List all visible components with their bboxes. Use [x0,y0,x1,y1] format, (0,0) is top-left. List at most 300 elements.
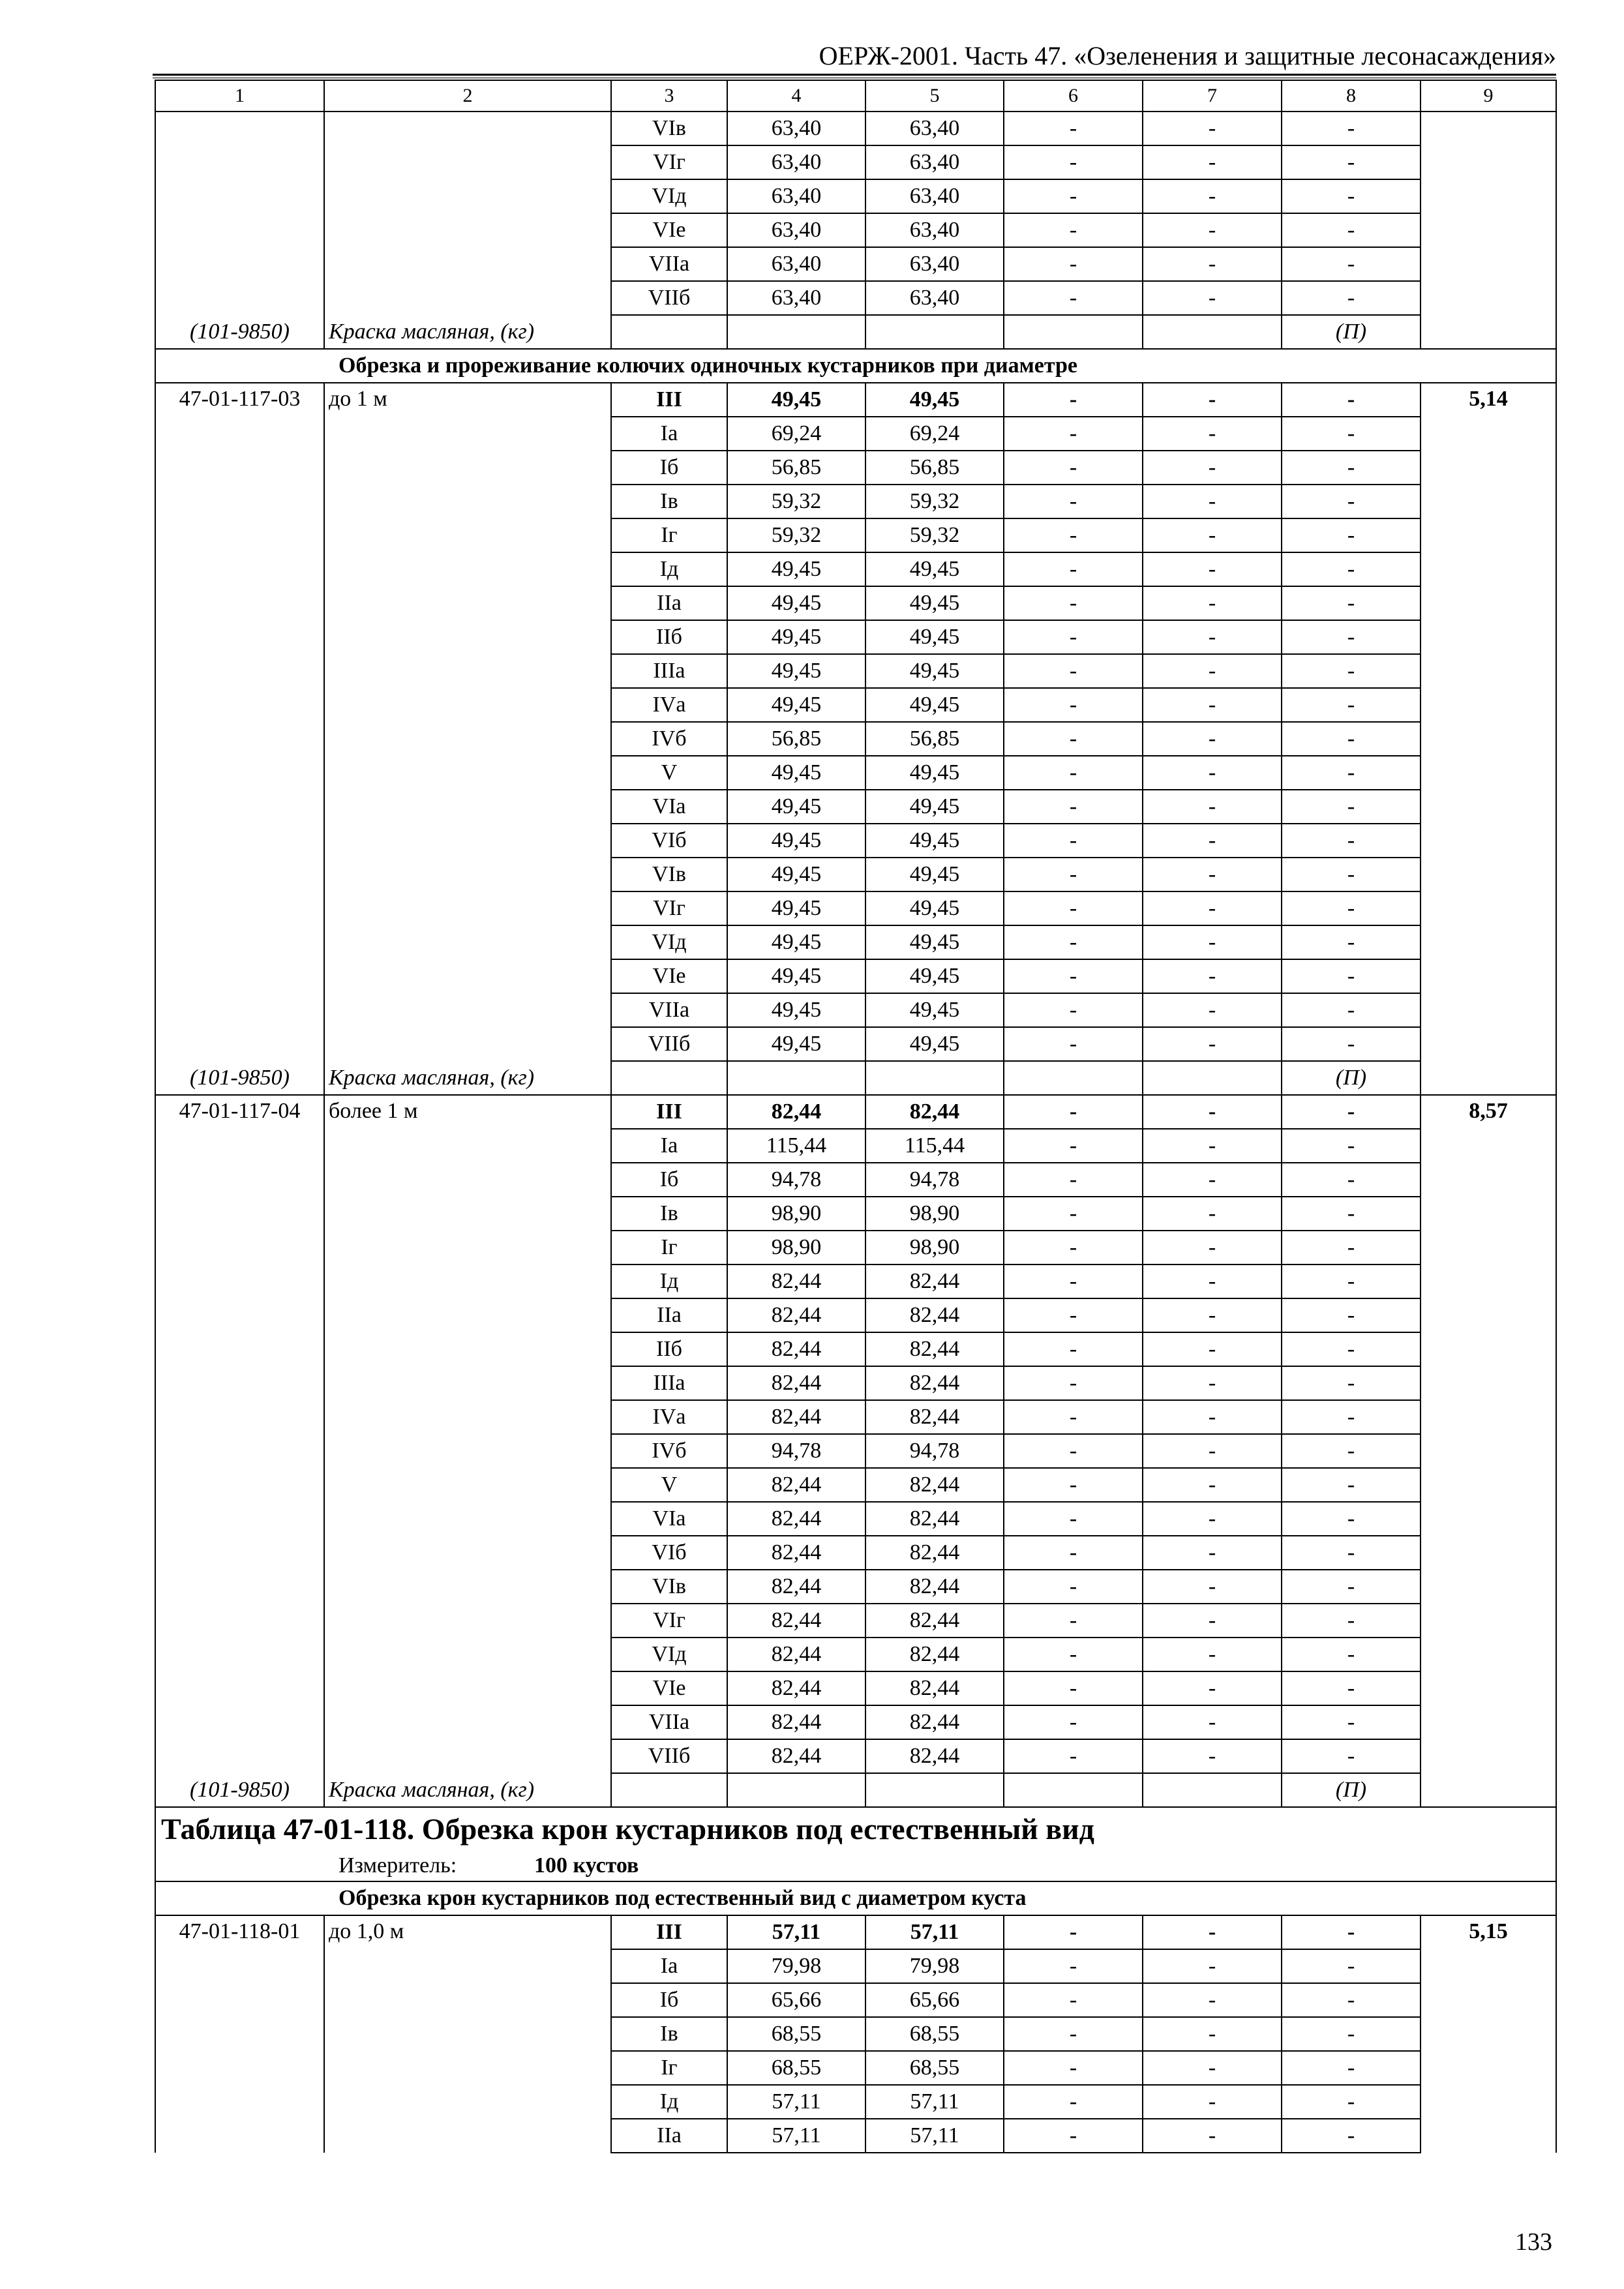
table-cell: - [1004,417,1143,451]
table-row [155,620,1556,654]
table-cell: - [1143,925,1282,959]
norm-rate-cont [1421,281,1556,315]
table-cell: Iв [611,485,727,518]
table-cell: - [1282,1434,1421,1468]
table-cell: - [1004,722,1143,756]
table-cell: IIIа [611,654,727,688]
table-cell: VIб [611,824,727,858]
norm-rate-cont [1421,1949,1556,1983]
table-cell: IVб [611,1434,727,1468]
norm-rate-cont [1421,1502,1556,1536]
table-cell: - [1143,247,1282,281]
table-cell: 82,44 [727,1739,865,1773]
table-cell: - [1004,2085,1143,2119]
norm-rate-cont [1421,993,1556,1027]
table-cell: 57,11 [865,1915,1004,1949]
table-cell: 49,45 [865,586,1004,620]
norm-code-cont [155,1027,324,1061]
material-blank [1004,315,1143,349]
table-row [155,145,1556,179]
table-cell: - [1282,2085,1421,2119]
table-cell: 63,40 [865,112,1004,145]
table-cell: - [1004,993,1143,1027]
table-cell: - [1004,485,1143,518]
table-row [155,383,1556,417]
norm-code-cont [155,1502,324,1536]
table-row [155,485,1556,518]
norm-rate-cont [1421,417,1556,451]
table-cell: - [1282,1332,1421,1366]
material-blank [727,1061,865,1095]
norm-name-cont [324,213,611,247]
table-cell: 49,45 [727,756,865,790]
norm-rate-cont [1421,1231,1556,1264]
norm-rate: 5,14 [1421,383,1556,417]
table-cell: - [1282,688,1421,722]
table-cell: - [1282,2017,1421,2051]
table-cell: - [1143,383,1282,417]
material-blank [611,315,727,349]
table-cell: 56,85 [865,451,1004,485]
table-cell: 94,78 [727,1163,865,1197]
table-row [155,1163,1556,1197]
table-cell: - [1282,145,1421,179]
table-cell: - [1282,1095,1421,1129]
table-cell: - [1282,1129,1421,1163]
table-cell: - [1143,1949,1282,1983]
table-cell: 63,40 [727,281,865,315]
table-cell: - [1004,1915,1143,1949]
table-cell: 82,44 [727,1095,865,1129]
table-cell: 82,44 [865,1400,1004,1434]
norm-code-cont [155,1468,324,1502]
table-cell: 82,44 [727,1298,865,1332]
norm-name-cont [324,1671,611,1705]
table-body [155,80,1556,2153]
table-row [155,790,1556,824]
norm-name-cont [324,281,611,315]
norm-rate: 5,15 [1421,1915,1556,1949]
material-blank [1004,1773,1143,1807]
table-cell: - [1282,1264,1421,1298]
table-cell: 82,44 [865,1570,1004,1604]
norm-code-cont [155,1638,324,1671]
material-blank [1143,1773,1282,1807]
table-cell: - [1143,1468,1282,1502]
table-cell: - [1004,247,1143,281]
norm-name-cont [324,417,611,451]
table-cell: 68,55 [727,2051,865,2085]
column-number: 7 [1143,80,1282,112]
table-cell: - [1143,688,1282,722]
table-row [155,1705,1556,1739]
norm-rate-cont [1421,1332,1556,1366]
table-cell: 49,45 [865,552,1004,586]
norm-rate-cont [1421,485,1556,518]
section-subheader-row [155,349,1556,383]
table-cell: Iа [611,417,727,451]
table-cell: 63,40 [865,145,1004,179]
table-cell: VIIа [611,1705,727,1739]
table-title: Таблица 47-01-118. Обрезка крон кустарников под естественный вид [155,1807,1556,1851]
norm-rate-cont [1421,1197,1556,1231]
table-cell: 94,78 [865,1163,1004,1197]
table-cell: 82,44 [727,1536,865,1570]
norm-code-cont [155,2051,324,2085]
table-cell: 82,44 [727,1332,865,1366]
norm-code-cont [155,1332,324,1366]
table-cell: - [1004,1570,1143,1604]
table-cell: 82,44 [865,1739,1004,1773]
table-cell: - [1004,1638,1143,1671]
norm-code-cont [155,1983,324,2017]
norm-rate-cont [1421,654,1556,688]
table-cell: - [1282,2119,1421,2153]
norm-code-cont [155,1197,324,1231]
meter-cell [155,1851,1556,1881]
norm-code-cont [155,145,324,179]
table-cell: - [1282,1739,1421,1773]
table-cell: - [1004,179,1143,213]
norm-rate-cont [1421,179,1556,213]
table-cell: 49,45 [727,858,865,891]
table-cell: - [1004,1095,1143,1129]
table-cell: 115,44 [865,1129,1004,1163]
table-cell: - [1282,247,1421,281]
norm-name: до 1,0 м [324,1915,611,1949]
norm-name-cont [324,722,611,756]
table-cell: Iб [611,1163,727,1197]
norm-name-cont [324,451,611,485]
norm-name-cont [324,1163,611,1197]
norm-name-cont [324,1264,611,1298]
table-cell: VIг [611,891,727,925]
table-cell: 82,44 [865,1366,1004,1400]
norm-rate-cont [1421,1434,1556,1468]
table-cell: - [1282,213,1421,247]
table-cell: - [1282,925,1421,959]
norm-code-cont [155,1400,324,1434]
table-cell: 49,45 [865,688,1004,722]
norm-name-cont [324,993,611,1027]
table-row [155,1739,1556,1773]
table-cell: - [1004,790,1143,824]
table-cell: VIIа [611,247,727,281]
table-cell: IIа [611,1298,727,1332]
table-cell: - [1143,1264,1282,1298]
table-cell: 98,90 [865,1231,1004,1264]
norm-code: 47-01-117-03 [155,383,324,417]
table-cell: - [1143,824,1282,858]
material-blank [1004,1061,1143,1095]
column-number: 2 [324,80,611,112]
material-blank [727,315,865,349]
material-name: Краска масляная, (кг) [324,1773,611,1807]
table-row [155,2119,1556,2153]
table-row [155,1197,1556,1231]
table-cell: 57,11 [727,2085,865,2119]
table-cell: - [1282,417,1421,451]
table-cell: - [1282,993,1421,1027]
table-cell: IIIа [611,1366,727,1400]
table-cell: 79,98 [865,1949,1004,1983]
table-cell: Iг [611,1231,727,1264]
norm-code-cont [155,2017,324,2051]
table-cell: - [1282,1983,1421,2017]
norms-table [155,80,1557,2153]
table-cell: VIг [611,1604,727,1638]
material-name: Краска масляная, (кг) [324,315,611,349]
table-cell: - [1004,281,1143,315]
norm-name-cont [324,891,611,925]
table-cell: - [1004,518,1143,552]
table-cell: 49,45 [865,858,1004,891]
table-cell: VIе [611,959,727,993]
table-cell: 49,45 [727,688,865,722]
table-cell: - [1282,1915,1421,1949]
norm-code-cont [155,451,324,485]
table-cell: - [1143,213,1282,247]
table-cell: - [1282,824,1421,858]
table-cell: 57,11 [727,1915,865,1949]
table-cell: - [1004,1231,1143,1264]
material-blank [1143,315,1282,349]
table-cell: - [1143,858,1282,891]
table-cell: 49,45 [865,756,1004,790]
table-cell: - [1004,1366,1143,1400]
norm-code-cont [155,1366,324,1400]
norm-code-cont [155,993,324,1027]
table-cell: - [1004,1502,1143,1536]
table-cell: 59,32 [865,485,1004,518]
norm-rate-cont [1421,1027,1556,1061]
table-cell: 63,40 [727,112,865,145]
table-cell: 63,40 [727,179,865,213]
norm-name-cont [324,1949,611,1983]
norm-rate-cont [1421,586,1556,620]
material-blank [865,1773,1004,1807]
material-row [155,1773,1556,1807]
material-rate-blank [1421,315,1556,349]
norm-rate-cont [1421,688,1556,722]
table-cell: IIа [611,2119,727,2153]
table-cell: VIIб [611,281,727,315]
table-row [155,993,1556,1027]
table-cell: - [1282,1502,1421,1536]
material-row [155,1061,1556,1095]
table-cell: - [1143,1298,1282,1332]
table-cell: 82,44 [727,1705,865,1739]
table-cell: - [1143,1163,1282,1197]
table-cell: - [1143,1570,1282,1604]
norm-code [155,112,324,145]
table-cell: - [1143,620,1282,654]
table-cell: - [1282,891,1421,925]
table-cell: 49,45 [727,552,865,586]
table-cell: - [1282,1163,1421,1197]
meter-row [155,1851,1556,1881]
material-blank [865,1061,1004,1095]
table-row [155,1502,1556,1536]
table-cell: 82,44 [727,1400,865,1434]
table-cell: IIа [611,586,727,620]
table-cell: - [1004,2051,1143,2085]
table-cell: V [611,1468,727,1502]
table-cell: - [1143,485,1282,518]
norm-name-cont [324,1983,611,2017]
norm-name-cont [324,925,611,959]
table-cell: - [1282,1298,1421,1332]
norm-rate-cont [1421,1366,1556,1400]
material-rate-blank [1421,1061,1556,1095]
table-cell: - [1282,1671,1421,1705]
table-cell: 49,45 [727,824,865,858]
table-cell: 65,66 [865,1983,1004,2017]
table-cell: - [1143,1915,1282,1949]
norm-rate-cont [1421,1129,1556,1163]
table-cell: - [1282,790,1421,824]
table-cell: - [1004,1264,1143,1298]
norm-code-cont [155,1129,324,1163]
table-row [155,756,1556,790]
table-cell: - [1004,1129,1143,1163]
norm-code-cont [155,281,324,315]
table-row [155,959,1556,993]
material-code: (101-9850) [155,1773,324,1807]
table-cell: VIа [611,790,727,824]
table-cell: VIIа [611,993,727,1027]
norm-name-cont [324,620,611,654]
norm-code-cont [155,179,324,213]
norm-name-cont [324,1197,611,1231]
table-row [155,891,1556,925]
norm-name-cont [324,858,611,891]
table-cell: VIв [611,112,727,145]
table-cell: - [1143,1671,1282,1705]
table-cell: - [1282,1027,1421,1061]
norm-rate-cont [1421,620,1556,654]
table-cell: 59,32 [865,518,1004,552]
norm-code-cont [155,1949,324,1983]
table-row [155,1027,1556,1061]
table-cell: - [1004,1434,1143,1468]
table-cell: - [1004,688,1143,722]
table-cell: 49,45 [865,891,1004,925]
table-cell: 94,78 [727,1434,865,1468]
table-cell: 82,44 [727,1468,865,1502]
norm-code-cont [155,1163,324,1197]
table-cell: - [1143,518,1282,552]
table-row [155,1671,1556,1705]
table-cell: - [1143,2119,1282,2153]
table-cell: Iд [611,2085,727,2119]
table-cell: 82,44 [727,1671,865,1705]
norm-code-cont [155,925,324,959]
table-cell: - [1143,1536,1282,1570]
norm-code-cont [155,620,324,654]
page-header: ОЕРЖ-2001. Часть 47. «Озеленения и защитные лесонасаждения» [819,41,1556,70]
norm-name-cont [324,485,611,518]
norm-rate-cont [1421,756,1556,790]
table-cell: 82,44 [865,1095,1004,1129]
table-cell: 82,44 [865,1298,1004,1332]
table-cell: 82,44 [865,1332,1004,1366]
table-row [155,1536,1556,1570]
table-cell: 49,45 [865,959,1004,993]
table-cell: 82,44 [865,1705,1004,1739]
table-cell: 49,45 [865,620,1004,654]
table-cell: - [1004,1468,1143,1502]
table-cell: - [1004,1197,1143,1231]
table-cell: - [1143,891,1282,925]
table-cell: 63,40 [865,179,1004,213]
table-cell: - [1004,1983,1143,2017]
norm-name-cont [324,1434,611,1468]
norm-name-cont [324,688,611,722]
norm-code-cont [155,485,324,518]
table-cell: - [1282,959,1421,993]
table-cell: 98,90 [727,1197,865,1231]
table-cell: VIIб [611,1739,727,1773]
column-number: 3 [611,80,727,112]
table-cell: - [1143,959,1282,993]
table-cell: - [1282,1231,1421,1264]
table-row [155,688,1556,722]
norm-name-cont [324,1366,611,1400]
table-cell: 49,45 [727,654,865,688]
table-cell: 49,45 [727,1027,865,1061]
norm-rate-cont [1421,2051,1556,2085]
table-cell: - [1004,213,1143,247]
table-cell: - [1282,1604,1421,1638]
table-cell: - [1004,1705,1143,1739]
table-cell: - [1143,1705,1282,1739]
table-cell: Iб [611,451,727,485]
norm-rate-cont [1421,1163,1556,1197]
norm-name-cont [324,552,611,586]
table-cell: 49,45 [865,993,1004,1027]
norm-rate-cont [1421,790,1556,824]
norm-code-cont [155,247,324,281]
table-cell: 68,55 [865,2017,1004,2051]
table-cell: 98,90 [865,1197,1004,1231]
table-cell: 49,45 [865,1027,1004,1061]
table-cell: - [1282,1197,1421,1231]
norm-rate-cont [1421,1739,1556,1773]
table-cell: - [1282,1366,1421,1400]
section-subheader: Обрезка и прореживание колючих одиночных кустарников при диаметре [155,349,1556,383]
table-cell: III [611,1915,727,1949]
table-cell: 69,24 [865,417,1004,451]
table-cell: - [1143,1434,1282,1468]
table-cell: Iб [611,1983,727,2017]
table-cell: - [1282,722,1421,756]
table-row [155,858,1556,891]
table-cell: - [1143,1983,1282,2017]
table-cell: - [1143,1502,1282,1536]
table-cell: - [1143,1027,1282,1061]
table-row [155,1366,1556,1400]
page-number: 133 [1515,2228,1552,2256]
table-cell: - [1143,2051,1282,2085]
table-cell: - [1143,1231,1282,1264]
norm-name-cont [324,2051,611,2085]
norm-rate-cont [1421,824,1556,858]
table-cell: - [1143,1638,1282,1671]
table-cell: - [1143,451,1282,485]
material-rate-blank [1421,1773,1556,1807]
table-row [155,1604,1556,1638]
